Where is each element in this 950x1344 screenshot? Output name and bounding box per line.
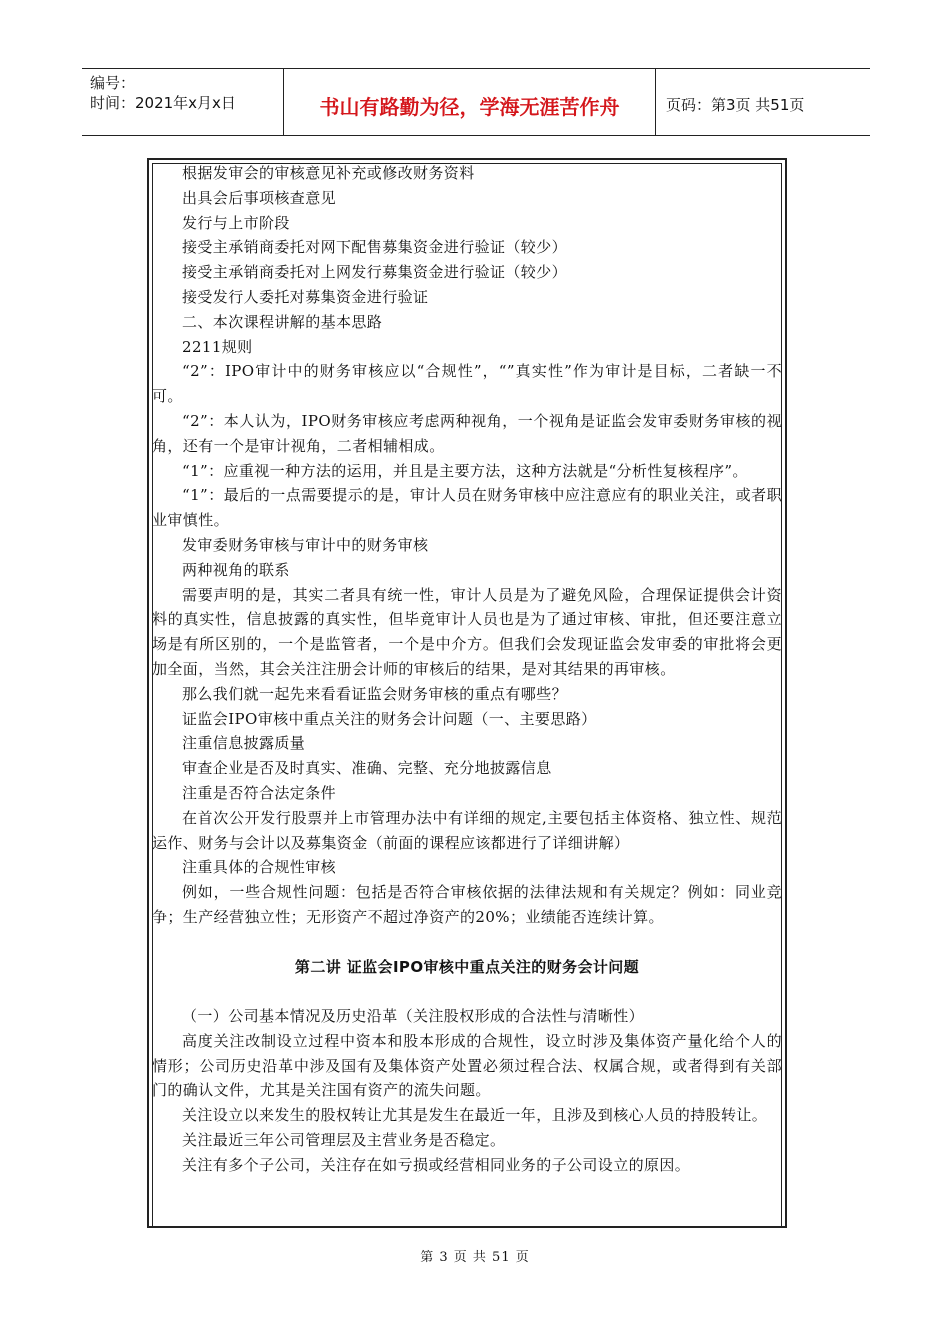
paragraph: 那么我们就一起先来看看证监会财务审核的重点有哪些？ [182, 684, 568, 703]
paragraph: 审查企业是否及时真实、准确、完整、充分地披露信息 [182, 759, 552, 778]
paragraph: 二、本次课程讲解的基本思路 [182, 312, 383, 331]
paragraph: 证监会IPO审核中重点关注的财务会计问题（一、主要思路） [182, 709, 597, 728]
blank-line [152, 979, 782, 1004]
paragraph: 在首次公开发行股票并上市管理办法中有详细的规定,主要包括主体资格、独立性、规范运作、财务与会计以及募集资金（前面的课程应该都进行了详细讲解） [152, 808, 782, 852]
paragraph: 两种视角的联系 [182, 560, 290, 579]
paragraph: “2”：IPO审计中的财务审核应以“合规性”，“”真实性”作为审计是目标，二者缺一不可。 [152, 362, 782, 406]
paragraph: 根据发审会的审核意见补充或修改财务资料 [182, 164, 475, 182]
paragraph: 发审委财务审核与审计中的财务审核 [182, 535, 429, 554]
paragraph: 例如，一些合规性问题：包括是否符合审核依据的法律法规和有关规定？例如：同业竞争；生产经营独立性；无形资产不超过净资产的20%；业绩能否连续计算。 [152, 883, 782, 926]
paragraph: “2”：本人认为，IPO财务审核应考虑两种视角，一个视角是证监会发审委财务审核的视角，还有一个是审计视角，二者相辅相成。 [152, 411, 782, 455]
page-header [82, 68, 870, 136]
number-label: 编号： [90, 74, 136, 92]
paragraph: “1”：应重视一种方法的运用，并且是主要方法，这种方法就是“分析性复核程序”。 [182, 461, 748, 480]
header-page-info: 页码：第3页 共51页 [666, 95, 805, 114]
paragraph: 高度关注改制设立过程中资本和股本形成的合规性，设立时涉及集体资产量化给个人的情形；公司历史沿革中涉及国有及集体资产处置必须过程合法、权属合规，或者得到有关部门的确认文件，尤其是关注国有资产的流失问题。 [152, 1031, 782, 1100]
header-meta [82, 69, 284, 135]
paragraph: 2211规则 [182, 337, 253, 356]
time-label: 时间：2021年x月x日 [90, 94, 236, 112]
paragraph: 关注最近三年公司管理层及主营业务是否稳定。 [182, 1131, 506, 1150]
document-body [152, 161, 782, 1178]
paragraph: 关注有多个子公司，关注存在如亏损或经营相同业务的子公司设立的原因。 [182, 1155, 691, 1174]
paragraph: 注重具体的合规性审核 [182, 858, 337, 877]
blank-line [152, 930, 782, 955]
paragraph: 需要声明的是，其实二者具有统一性，审计人员是为了避免风险，合理保证提供会计资料的真实性，信息披露的真实性，但毕竟审计人员也是为了通过审核、审批，但还要注意立场是有所区别的，一个是监管者，一个是中介方。但我们会发现证监会发审委的审批将会更加全面，当然，其会关注注册会计师的审核后的结果，是对其结果的再审核。 [152, 585, 782, 678]
paragraph: 注重信息披露质量 [182, 734, 306, 753]
paragraph: 注重是否符合法定条件 [182, 783, 337, 802]
page-footer: 第 3 页 共 51 页 [420, 1250, 530, 1265]
header-motto: 书山有路勤为径，学海无涯苦作舟 [284, 69, 656, 135]
paragraph: （一）公司基本情况及历史沿革（关注股权形成的合法性与清晰性） [182, 1007, 645, 1026]
paragraph: “1”：最后的一点需要提示的是，审计人员在财务审核中应注意应有的职业关注，或者职业审慎性。 [152, 486, 782, 530]
paragraph: 接受发行人委托对募集资金进行验证 [182, 287, 429, 306]
paragraph: 出具会后事项核查意见 [182, 188, 337, 207]
paragraph: 关注设立以来发生的股权转让尤其是发生在最近一年，且涉及到核心人员的持股转让。 [182, 1106, 768, 1125]
section-title: 第二讲 证监会IPO审核中重点关注的财务会计问题 [294, 957, 640, 976]
paragraph: 接受主承销商委托对网下配售募集资金进行验证（较少） [182, 238, 568, 257]
paragraph: 发行与上市阶段 [182, 213, 290, 232]
paragraph: 接受主承销商委托对上网发行募集资金进行验证（较少） [182, 263, 568, 282]
